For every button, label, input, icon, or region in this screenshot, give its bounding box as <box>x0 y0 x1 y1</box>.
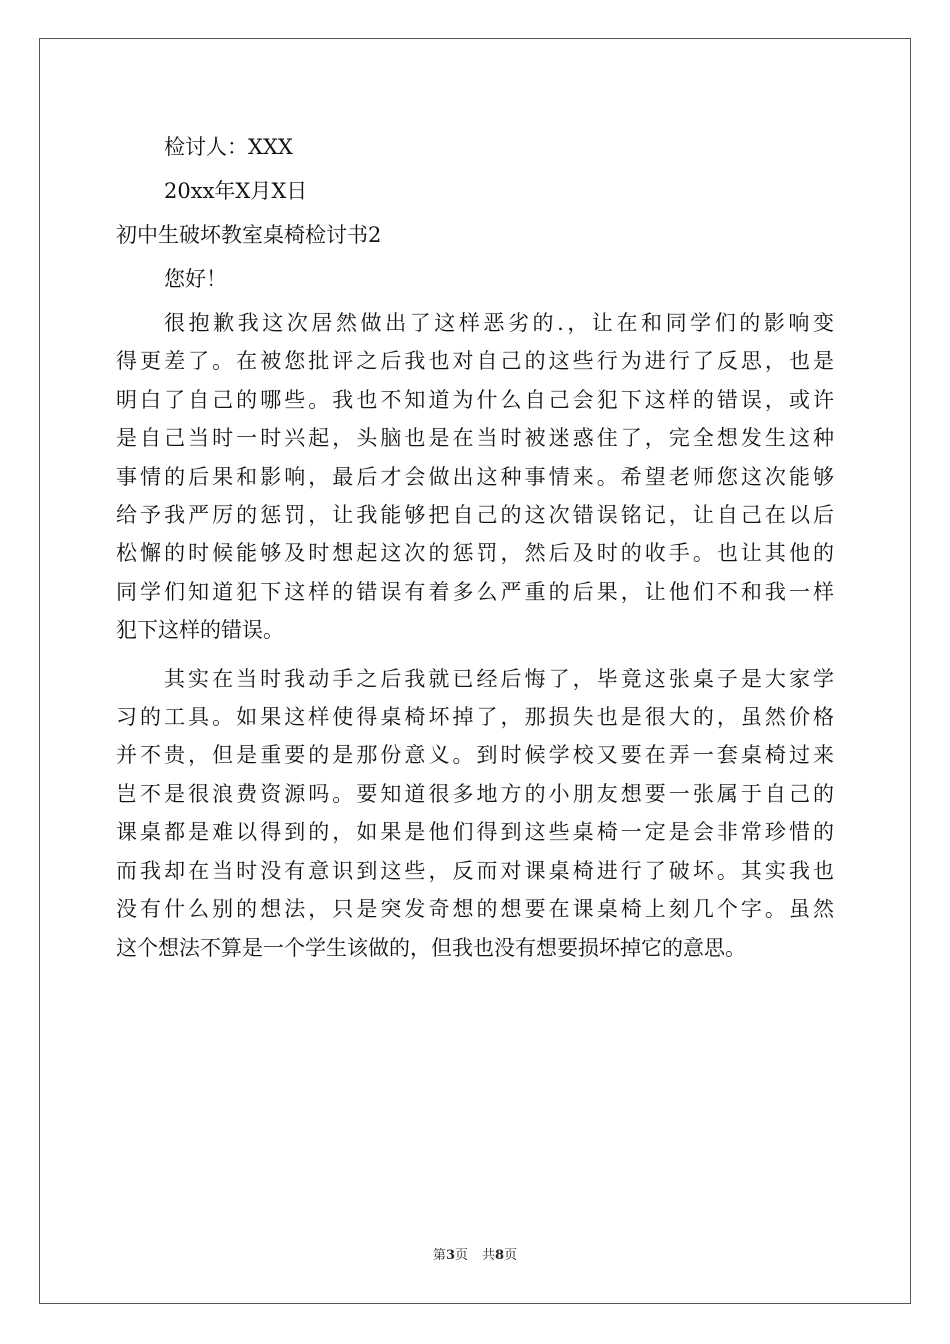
paragraph-line: 习的工具。如果这样使得桌椅坏掉了，那损失也是很大的，虽然价格 <box>116 705 834 730</box>
paragraph-2 <box>116 660 834 967</box>
total-pages-number: 8 <box>495 1248 505 1263</box>
author-line: 检讨人：XXX <box>164 135 293 159</box>
paragraph-line: 而我却在当时没有意识到这些，反而对课桌椅进行了破坏。其实我也 <box>116 858 834 883</box>
paragraph-line: 犯下这样的错误。 <box>116 618 284 643</box>
paragraph-line: 其实在当时我动手之后我就已经后悔了，毕竟这张桌子是大家学 <box>164 666 834 691</box>
paragraph-line: 并不贵，但是重要的是那份意义。到时候学校又要在弄一套桌椅过来 <box>116 743 834 768</box>
document-body <box>116 128 834 977</box>
paragraph-line: 这个想法不算是一个学生该做的，但我也没有想要损坏掉它的意思。 <box>116 935 746 960</box>
paragraph-1 <box>116 304 834 650</box>
document-title: 初中生破坏教室桌椅检讨书2 <box>116 223 382 247</box>
paragraph-line: 同学们知道犯下这样的错误有着多么严重的后果，让他们不和我一样 <box>116 579 834 604</box>
total-prefix: 共 <box>482 1248 496 1263</box>
date-line: 20xx年X月X日 <box>164 179 308 203</box>
page-suffix: 页 <box>454 1248 468 1263</box>
paragraph-line: 松懈的时候能够及时想起这次的惩罚，然后及时的收手。也让其他的 <box>116 541 834 566</box>
page-footer <box>0 1244 950 1263</box>
greeting: 您好！ <box>164 267 227 291</box>
total-suffix: 页 <box>504 1248 518 1263</box>
paragraph-line: 得更差了。在被您批评之后我也对自己的这些行为进行了反思，也是 <box>116 349 834 374</box>
paragraph-line: 是自己当时一时兴起，头脑也是在当时被迷惑住了，完全想发生这种 <box>116 426 834 451</box>
paragraph-line: 给予我严厉的惩罚，让我能够把自己的这次错误铭记，让自己在以后 <box>116 503 834 528</box>
paragraph-line: 岂不是很浪费资源吗。要知道很多地方的小朋友想要一张属于自己的 <box>116 781 834 806</box>
paragraph-line: 明白了自己的哪些。我也不知道为什么自己会犯下这样的错误，或许 <box>116 387 834 412</box>
paragraph-line: 没有什么别的想法，只是突发奇想的想要在课桌椅上刻几个字。虽然 <box>116 897 834 922</box>
page-prefix: 第 <box>432 1248 446 1263</box>
paragraph-line: 很抱歉我这次居然做出了这样恶劣的.，让在和同学们的影响变 <box>164 311 834 335</box>
paragraph-line: 课桌都是难以得到的，如果是他们得到这些桌椅一定是会非常珍惜的 <box>116 820 834 845</box>
paragraph-line: 事情的后果和影响，最后才会做出这种事情来。希望老师您这次能够 <box>116 464 834 489</box>
current-page-number: 3 <box>445 1248 455 1263</box>
